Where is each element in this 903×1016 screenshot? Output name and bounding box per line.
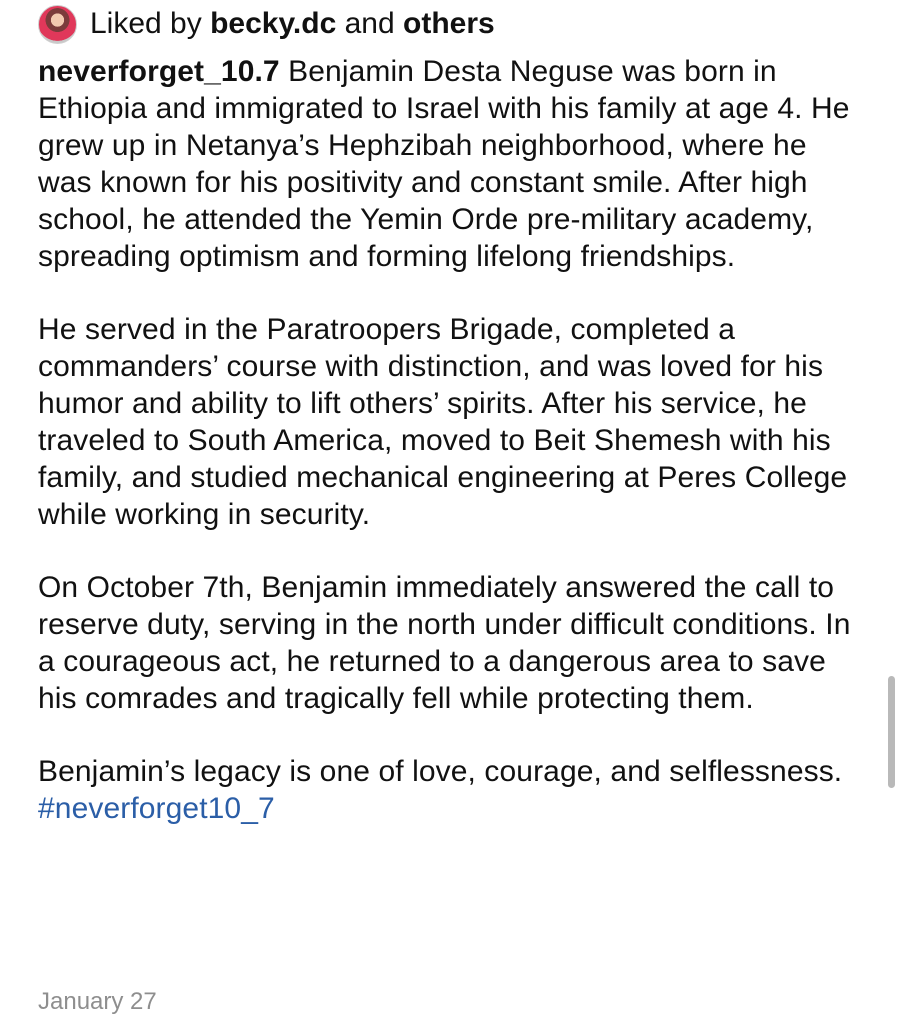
- likes-others-link[interactable]: others: [403, 7, 495, 40]
- scrollbar-thumb[interactable]: [888, 676, 895, 788]
- likes-text: [90, 7, 495, 41]
- hashtag-link[interactable]: #neverforget10_7: [38, 792, 275, 825]
- caption-text-1: Benjamin Desta Neguse was born in Ethiopia and immigrated to Israel with his family at age 4. He grew up in Netanya’s Hephzibah neighborhood, where he was known for his positivity and constant smile. After high school, he attended the Yemin Orde pre-military academy, spreading optimism and forming lifelong friendships.: [38, 55, 850, 273]
- caption-paragraph-2: He served in the Paratroopers Brigade, completed a commanders’ course with distinction, and was loved for his humor and ability to lift others’ spirits. After his service, he traveled to South America, moved to Beit Shemesh with his family, and studied mechanical engineering at Peres College while working in security.: [38, 313, 848, 531]
- caption-paragraph-1: [38, 53, 868, 275]
- caption-paragraph-4: Benjamin’s legacy is one of love, courage, and selflessness.: [38, 755, 843, 788]
- likes-middle: and: [336, 7, 403, 40]
- caption-paragraph-3: On October 7th, Benjamin immediately answered the call to reserve duty, serving in the north under difficult conditions. In a courageous act, he returned to a dangerous area to save his comrades and tragically fell while protecting them.: [38, 571, 851, 715]
- likes-prefix: Liked by: [90, 7, 211, 40]
- liked-by-user-link[interactable]: becky.dc: [210, 7, 337, 40]
- avatar[interactable]: [38, 5, 77, 44]
- post-date: January 27: [38, 988, 157, 1015]
- likes-summary[interactable]: [38, 4, 495, 44]
- post-caption: [38, 53, 868, 827]
- caption-username[interactable]: neverforget_10.7: [38, 55, 280, 88]
